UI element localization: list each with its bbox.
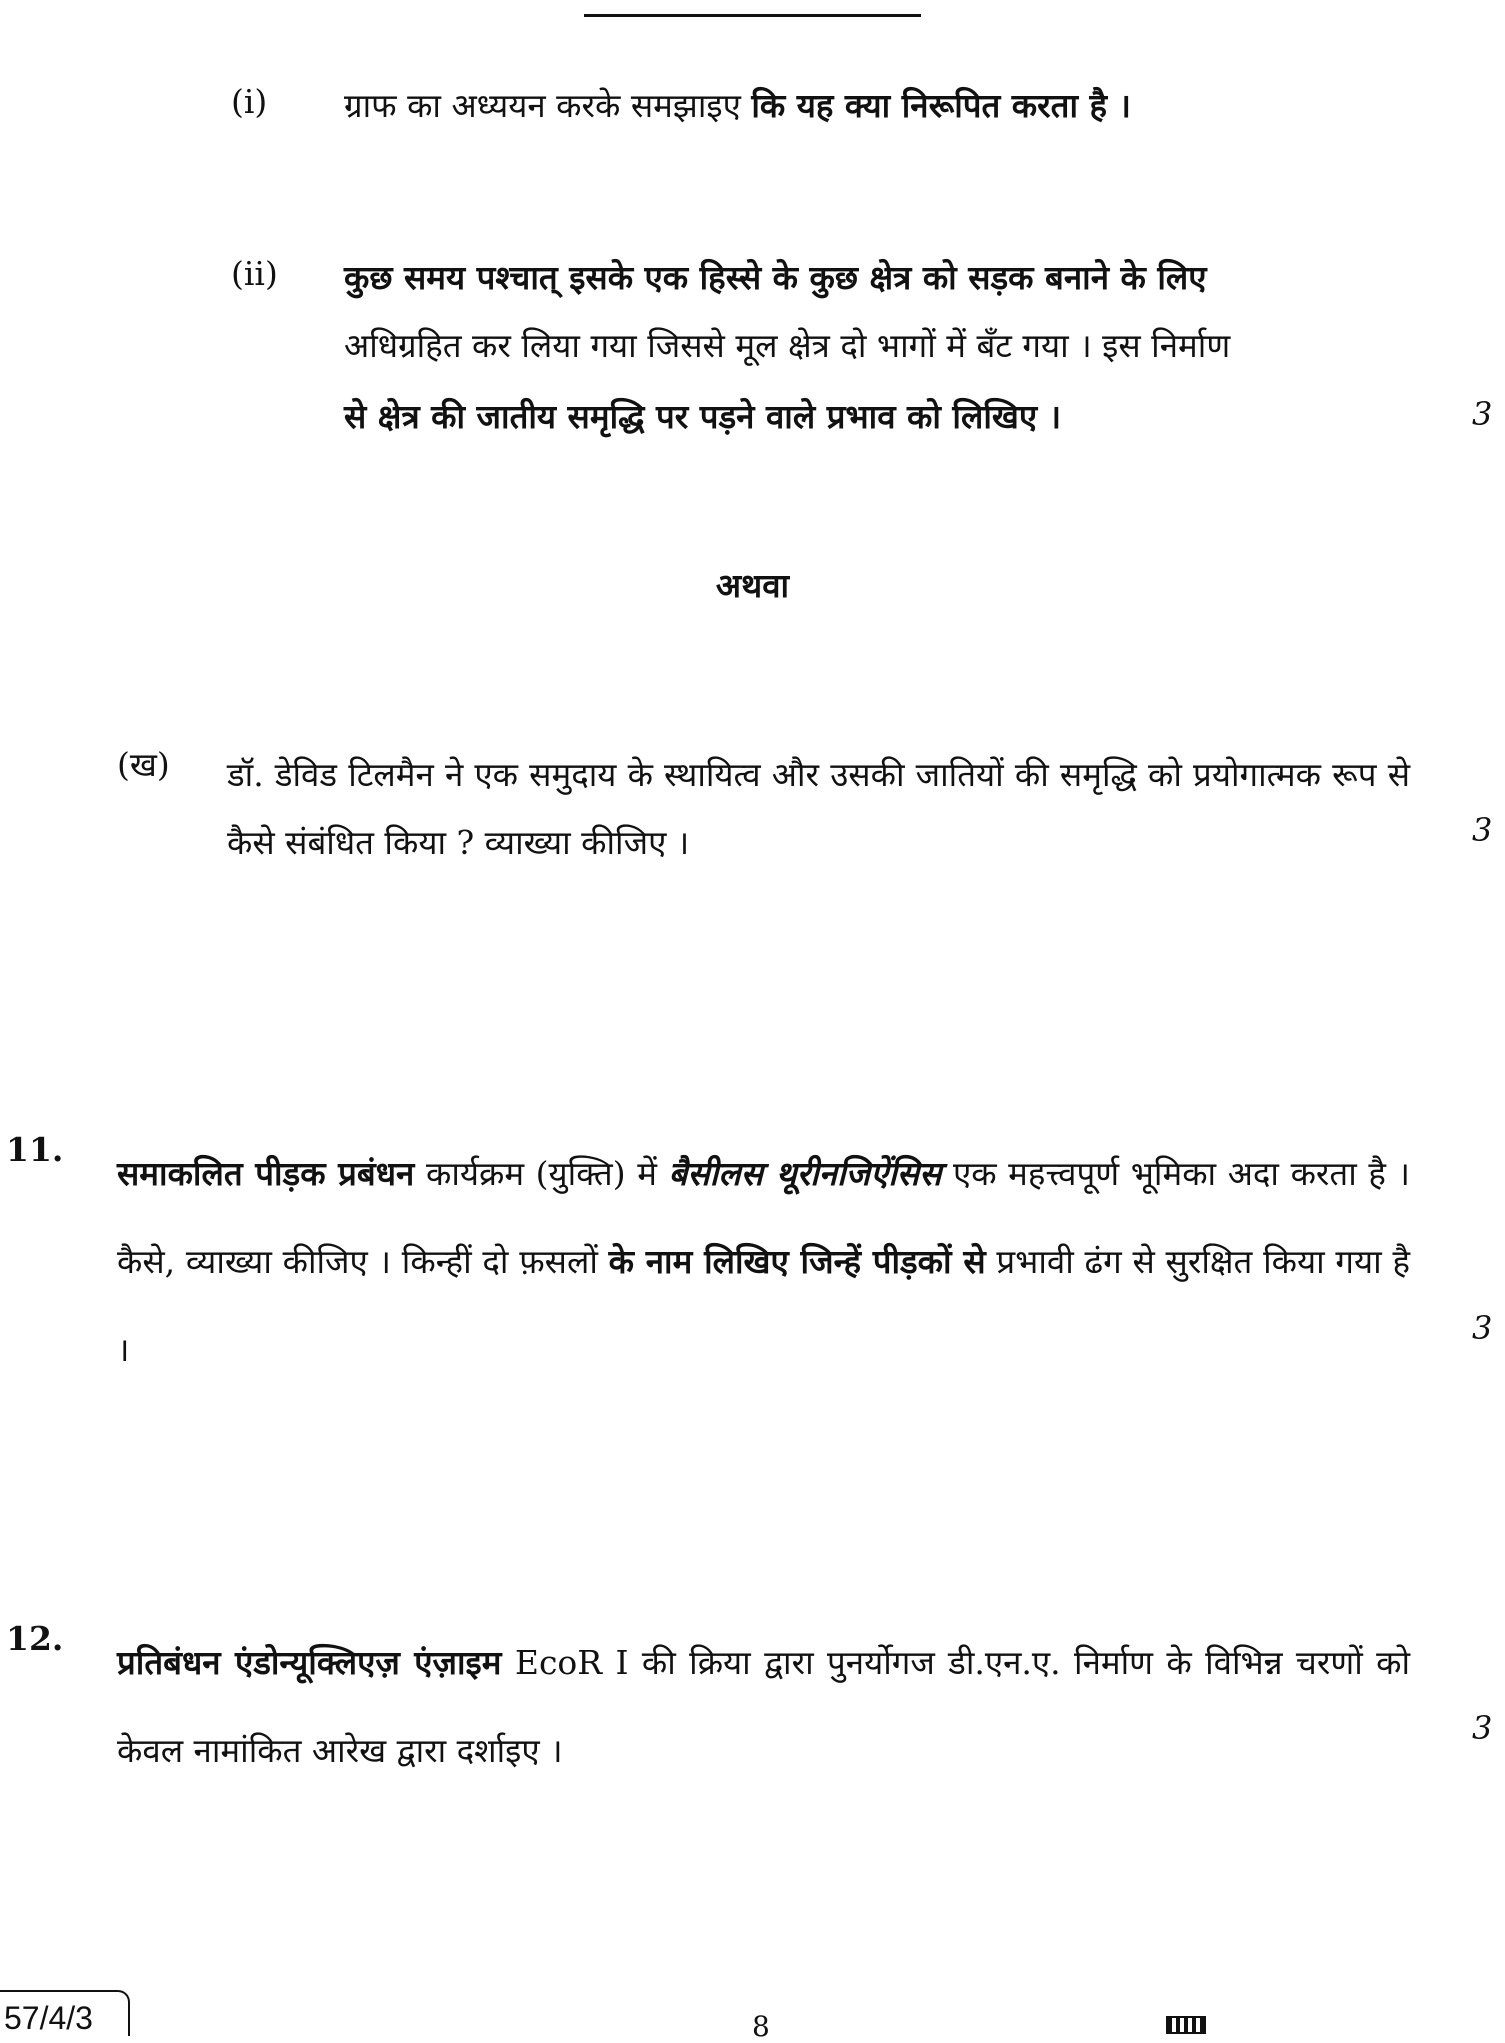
top-divider	[584, 14, 921, 17]
marks-q12: 3	[1472, 1709, 1493, 1747]
sub-question-ii-line-1: कुछ समय पश्चात् इसके एक हिस्से के कुछ क्षेत्र को सड़क बनाने के लिए	[344, 258, 1207, 297]
sub-question-i-plain: ग्राफ का अध्ययन करके समझाइए	[344, 86, 752, 125]
question-11-text	[117, 1130, 1410, 1394]
q11-bold-italic: बैसीलस थूरीनजिऐंसिस	[668, 1154, 942, 1193]
sub-question-label-ii: (ii)	[231, 254, 278, 293]
q11-bold-2: के नाम लिखिए जिन्हें पीड़कों से	[608, 1242, 986, 1281]
sub-question-i-bold: कि यह क्या निरूपित करता है ।	[751, 86, 1132, 125]
q12-plain-1: EcoR I की क्रिया द्वारा पुनर्योगज डी.एन.ए. निर्माण के विभिन्न चरणों को केवल नामांकित आरेख द्वारा दर्शाइए ।	[117, 1643, 1410, 1770]
qr-code-icon	[1166, 2016, 1206, 2034]
sub-question-ii-line-2: अधिग्रहित कर लिया गया जिससे मूल क्षेत्र दो भागों में बँट गया । इस निर्माण	[344, 326, 1231, 365]
sub-question-label-i: (i)	[231, 82, 268, 121]
paper-code: 57/4/3	[4, 2000, 93, 2036]
part-b-text: डॉ. डेविड टिलमैन ने एक समुदाय के स्थायित्व और उसकी जातियों की समृद्धि को प्रयोगात्मक रूप से कैसे संबंधित किया ? व्याख्या कीजिए ।	[227, 755, 1410, 862]
marks-part-a: 3	[1472, 395, 1493, 433]
or-separator: अथवा	[715, 566, 790, 605]
marks-q11: 3	[1472, 1309, 1493, 1347]
q11-plain-2: एक महत्त्वपूर्ण भूमिका अदा करता है । कैसे, व्याख्या कीजिए । किन्हीं दो फ़सलों	[117, 1154, 1410, 1281]
q12-bold-1: प्रतिबंधन एंडोन्यूक्लिएज़ एंज़ाइम	[117, 1643, 502, 1682]
marks-part-b: 3	[1472, 811, 1493, 849]
q11-bold-1: समाकलित पीड़क प्रबंधन	[117, 1154, 415, 1193]
sub-question-i-text	[344, 82, 1410, 127]
page-number: 8	[752, 2010, 770, 2043]
q11-plain-1: कार्यक्रम (युक्ति) में	[414, 1154, 669, 1193]
question-number-12: 12.	[6, 1619, 64, 1658]
q11-plain-3: प्रभावी ढंग से सुरक्षित किया गया है ।	[117, 1242, 1410, 1369]
question-12-text	[117, 1619, 1410, 1795]
part-b-label: (ख)	[117, 745, 170, 784]
question-number-11: 11.	[6, 1130, 64, 1169]
sub-question-ii-line-3: से क्षेत्र की जातीय समृद्धि पर पड़ने वाले प्रभाव को लिखिए ।	[344, 397, 1062, 436]
